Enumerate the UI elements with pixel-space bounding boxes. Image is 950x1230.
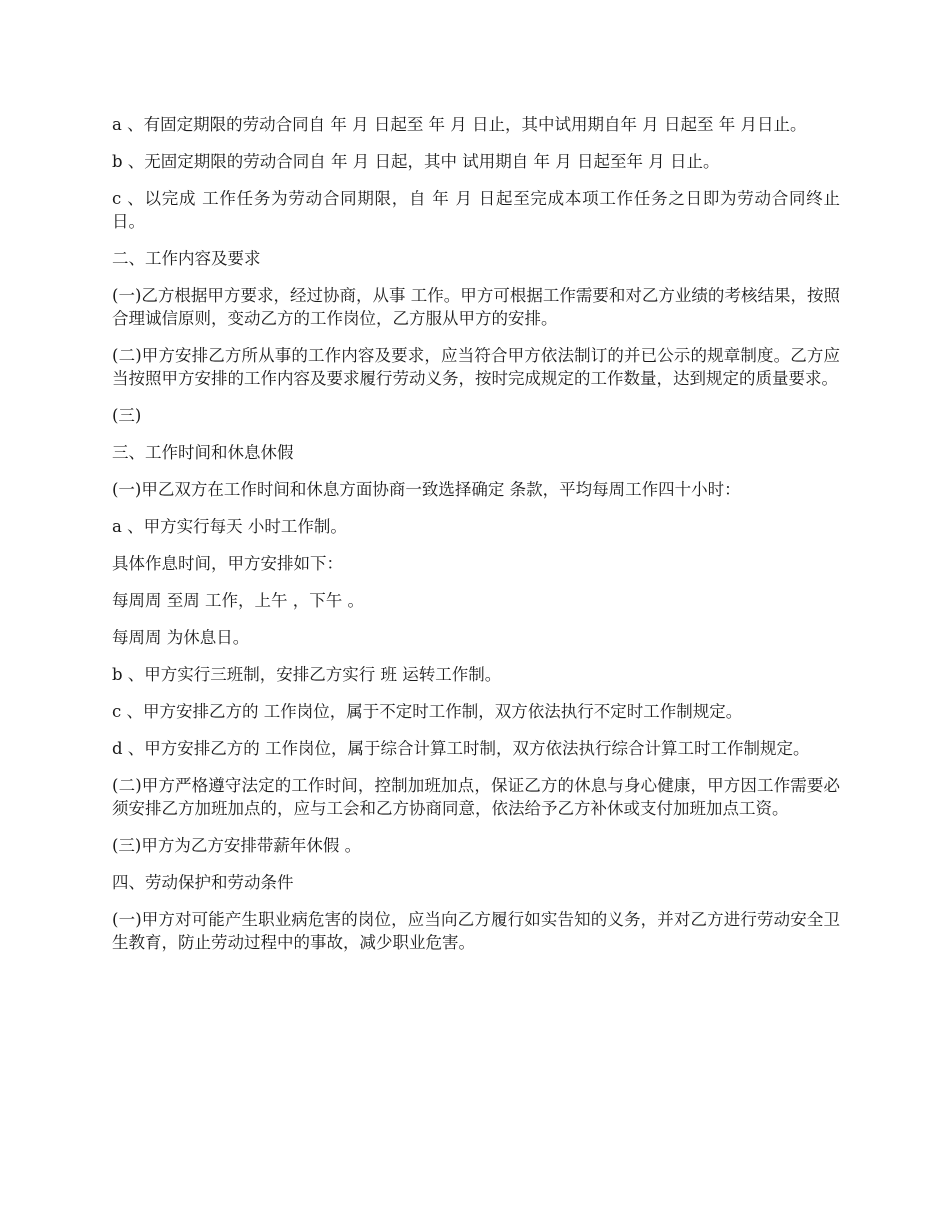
contract-term-open-ended: b 、无固定期限的劳动合同自 年 月 日起，其中 试用期自 年 月 日起至年 月 日止。 bbox=[112, 152, 720, 171]
contract-term-fixed: a 、有固定期限的劳动合同自 年 月 日起至 年 月 日止，其中试用期自年 月 日起至 年 月日止。 bbox=[112, 115, 807, 134]
working-hours-option-a: a 、甲方实行每天 小时工作制。 bbox=[112, 517, 347, 536]
working-hours-item-1: (一)甲乙双方在工作时间和休息方面协商一致选择确定 条款，平均每周工作四十小时： bbox=[112, 480, 741, 499]
working-hours-item-2: (二)甲方严格遵守法定的工作时间，控制加班加点，保证乙方的休息与身心健康，甲方因工作需要必须安排乙方加班加点的，应与工会和乙方协商同意，依法给予乙方补休或支付加班加点工资。 bbox=[112, 776, 840, 818]
working-hours-item-3: (三)甲方为乙方安排带薪年休假 。 bbox=[112, 836, 362, 855]
work-content-item-2: (二)甲方安排乙方所从事的工作内容及要求，应当符合甲方依法制订的并已公示的规章制度。乙方应当按照甲方安排的工作内容及要求履行劳动义务，按时完成规定的工作数量，达到规定的质量要求。 bbox=[112, 346, 840, 388]
schedule-workdays: 每周周 至周 工作，上午 ，下午 。 bbox=[112, 591, 364, 610]
section-heading-working-hours: 三、工作时间和休息休假 bbox=[112, 443, 294, 462]
labor-protection-item-1: (一)甲方对可能产生职业病危害的岗位，应当向乙方履行如实告知的义务，并对乙方进行劳动安全卫生教育，防止劳动过程中的事故，减少职业危害。 bbox=[112, 910, 840, 952]
working-hours-option-b: b 、甲方实行三班制，安排乙方实行 班 运转工作制。 bbox=[112, 665, 502, 684]
working-hours-option-c: c 、甲方安排乙方的 工作岗位，属于不定时工作制，双方依法执行不定时工作制规定。 bbox=[112, 702, 743, 721]
contract-term-task-based: c 、以完成 工作任务为劳动合同期限，自 年 月 日起至完成本项工作任务之日即为劳动合同终止日。 bbox=[112, 189, 840, 231]
section-heading-work-content: 二、工作内容及要求 bbox=[112, 249, 261, 268]
document-page bbox=[112, 113, 840, 968]
schedule-intro: 具体作息时间，甲方安排如下： bbox=[112, 554, 343, 573]
work-content-item-3: (三) bbox=[112, 406, 142, 425]
section-heading-labor-protection: 四、劳动保护和劳动条件 bbox=[112, 873, 294, 892]
schedule-restdays: 每周周 为休息日。 bbox=[112, 628, 250, 647]
working-hours-option-d: d 、甲方安排乙方的 工作岗位，属于综合计算工时制，双方依法执行综合计算工时工作制规定。 bbox=[112, 739, 810, 758]
work-content-item-1: (一)乙方根据甲方要求，经过协商，从事 工作。甲方可根据工作需要和对乙方业绩的考核结果，按照合理诚信原则，变动乙方的工作岗位，乙方服从甲方的安排。 bbox=[112, 286, 840, 328]
